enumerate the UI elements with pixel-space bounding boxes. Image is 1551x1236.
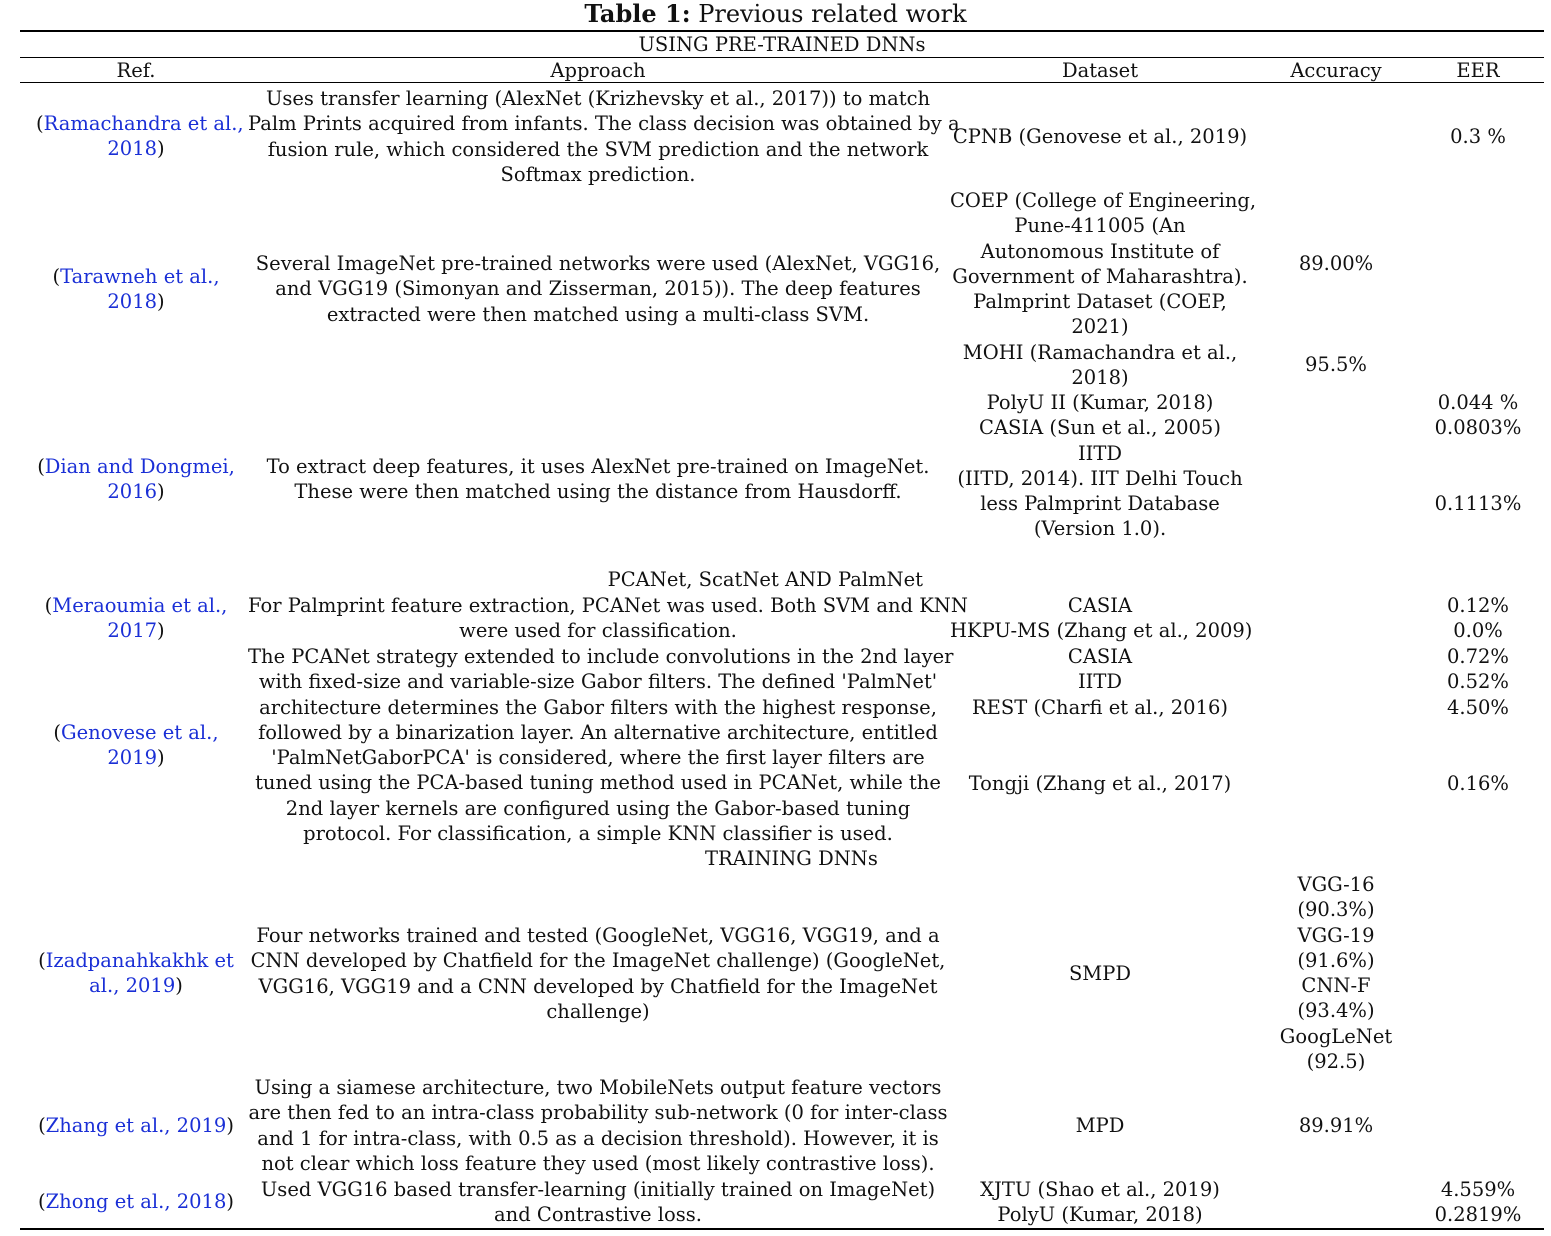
citation-link[interactable]: Zhong et al., 2018 — [45, 1190, 227, 1213]
dataset-cell: PolyU II (Kumar, 2018) CASIA (Sun et al., 2005) IITD (IITD, 2014). IIT Delhi Touch less Palmprint Database (Version 1.0). — [957, 391, 1243, 541]
eer-cell: 0.044 % 0.0803% — [1434, 391, 1522, 440]
ref-cell[interactable]: (Dian and Dongmei, 2016) — [37, 455, 235, 504]
column-header-eer: EER — [1456, 59, 1500, 82]
ref-cell[interactable]: (Tarawneh et al., 2018) — [52, 265, 220, 314]
dataset-cell: COEP (College of Engineering, Pune-411005 (An Autonomous Institute of Government of Maharashtra). Palmprint Dataset (COEP, 2021) MOHI (Ramachandra et al., 2018) — [950, 189, 1257, 390]
ref-cell[interactable]: (Genovese et al., 2019) — [53, 721, 219, 770]
table-label: Table 1: — [584, 0, 691, 28]
section-header-training: TRAINING DNNs — [705, 847, 878, 870]
column-header-ref: Ref. — [116, 59, 156, 82]
citation-link[interactable]: Tarawneh et al., — [60, 265, 220, 288]
ref-cell[interactable]: (Meraoumia et al., 2017) — [44, 594, 228, 643]
citation-link[interactable]: Meraoumia et al., — [52, 594, 228, 617]
eer-cell: 0.72% 0.52% 4.50% — [1447, 645, 1509, 719]
approach-subheading: PCANet, ScatNet AND PalmNet — [607, 568, 923, 591]
approach-cell: The PCANet strategy extended to include convolutions in the 2nd layer with fixed-size and variable-size Gabor filters. The defined 'PalmNet' architecture determines the Gabor filters with the highest response, followed by a binarization layer. An alternative architecture, entitled 'PalmNetGaborPCA' is considered, where the first layer filters are tuned using the PCA-based tuning method used in PCANet, while the 2nd layer kernels are configured using the Gabor-based tuning protocol. For classification, a simple KNN classifier is used. — [248, 645, 954, 846]
citation-link[interactable]: Izadpanahkakhk et — [45, 949, 234, 972]
citation-link[interactable]: Ramachandra et al., — [43, 112, 244, 135]
table-title — [0, 0, 1551, 28]
dataset-cell: CASIA IITD REST (Charfi et al., 2016) — [972, 645, 1228, 719]
column-header-dataset: Dataset — [1061, 59, 1139, 82]
eer-cell: 0.12% 0.0% — [1447, 594, 1509, 643]
approach-cell: Uses transfer learning (AlexNet (Krizhevsky et al., 2017)) to match Palm Prints acquired from infants. The class decision was obtained by a fusion rule, which considered the SVM prediction and the network Softmax prediction. — [248, 87, 960, 186]
section-header-pretrained: USING PRE-TRAINED DNNs — [638, 33, 926, 56]
approach-cell: For Palmprint feature extraction, PCANet was used. Both SVM and KNN were used for classification. — [248, 594, 968, 643]
approach-cell: Using a siamese architecture, two MobileNets output feature vectors are then fed to an intra-class probability sub-network (0 for inter-class and 1 for intra-class, with 0.5 as a decision threshold). However, it is not clear which loss feature they used (most likely contrastive loss). — [248, 1076, 948, 1175]
ref-cell[interactable]: (Zhong et al., 2018) — [38, 1190, 234, 1213]
approach-cell: Several ImageNet pre-trained networks were used (AlexNet, VGG16, and VGG19 (Simonyan and Zisserman, 2015)). The deep features extracted were then matched using a multi-class SVM. — [255, 252, 941, 326]
approach-cell: Used VGG16 based transfer-learning (initially trained on ImageNet) and Contrastive loss. — [260, 1178, 936, 1227]
citation-link[interactable]: 2019 — [107, 746, 158, 770]
eer-cell: 0.1113% — [1434, 492, 1522, 515]
accuracy-cell: 89.00% — [1298, 252, 1374, 275]
ref-cell[interactable]: (Izadpanahkakhk et al., 2019) — [38, 949, 234, 998]
dataset-cell: CPNB (Genovese et al., 2019) — [952, 125, 1248, 148]
accuracy-cell: 89.91% — [1298, 1114, 1374, 1137]
citation-link[interactable]: 2018 — [107, 137, 158, 161]
approach-cell: To extract deep features, it uses AlexNet pre-trained on ImageNet. These were then matched using the distance from Hausdorff. — [266, 455, 930, 504]
citation-link[interactable]: 2018 — [107, 290, 158, 314]
citation-link[interactable]: Zhang et al., 2019 — [45, 1114, 227, 1137]
table-caption: Previous related work — [698, 0, 967, 28]
bottom-rule — [20, 1228, 1544, 1230]
citation-link[interactable]: al., 2019 — [89, 974, 176, 998]
ref-cell[interactable]: (Ramachandra et al., 2018) — [36, 112, 244, 161]
eer-cell: 4.559% 0.2819% — [1434, 1178, 1522, 1227]
dataset-cell: SMPD — [1068, 962, 1132, 985]
accuracy-cell: 95.5% — [1305, 353, 1367, 376]
citation-link[interactable]: 2017 — [107, 619, 158, 643]
ref-cell[interactable]: (Zhang et al., 2019) — [38, 1114, 234, 1137]
dataset-cell: Tongji (Zhang et al., 2017) — [968, 772, 1232, 795]
eer-cell: 0.3 % — [1450, 125, 1506, 148]
dataset-cell: XJTU (Shao et al., 2019) PolyU (Kumar, 2018) — [980, 1178, 1220, 1227]
column-header-approach: Approach — [550, 59, 646, 82]
citation-link[interactable]: 2016 — [107, 480, 158, 504]
eer-cell: 0.16% — [1447, 772, 1509, 795]
dataset-cell: CASIA HKPU-MS (Zhang et al., 2009) — [950, 594, 1253, 643]
accuracy-cell: VGG-16 (90.3%) VGG-19 (91.6%) CNN-F (93.4%) GoogLeNet (92.5) — [1279, 873, 1393, 1074]
approach-cell: Four networks trained and tested (GoogleNet, VGG16, VGG19, and a CNN developed by Chatfield for the ImageNet challenge) (GoogleNet, VGG16, VGG19 and a CNN developed by Chatfield for the ImageNet challenge) — [250, 924, 946, 1023]
citation-link[interactable]: Dian and Dongmei, — [44, 455, 235, 478]
dataset-cell: MPD — [1075, 1114, 1125, 1137]
citation-link[interactable]: Genovese et al., — [61, 721, 219, 744]
column-header-accuracy: Accuracy — [1290, 59, 1382, 82]
